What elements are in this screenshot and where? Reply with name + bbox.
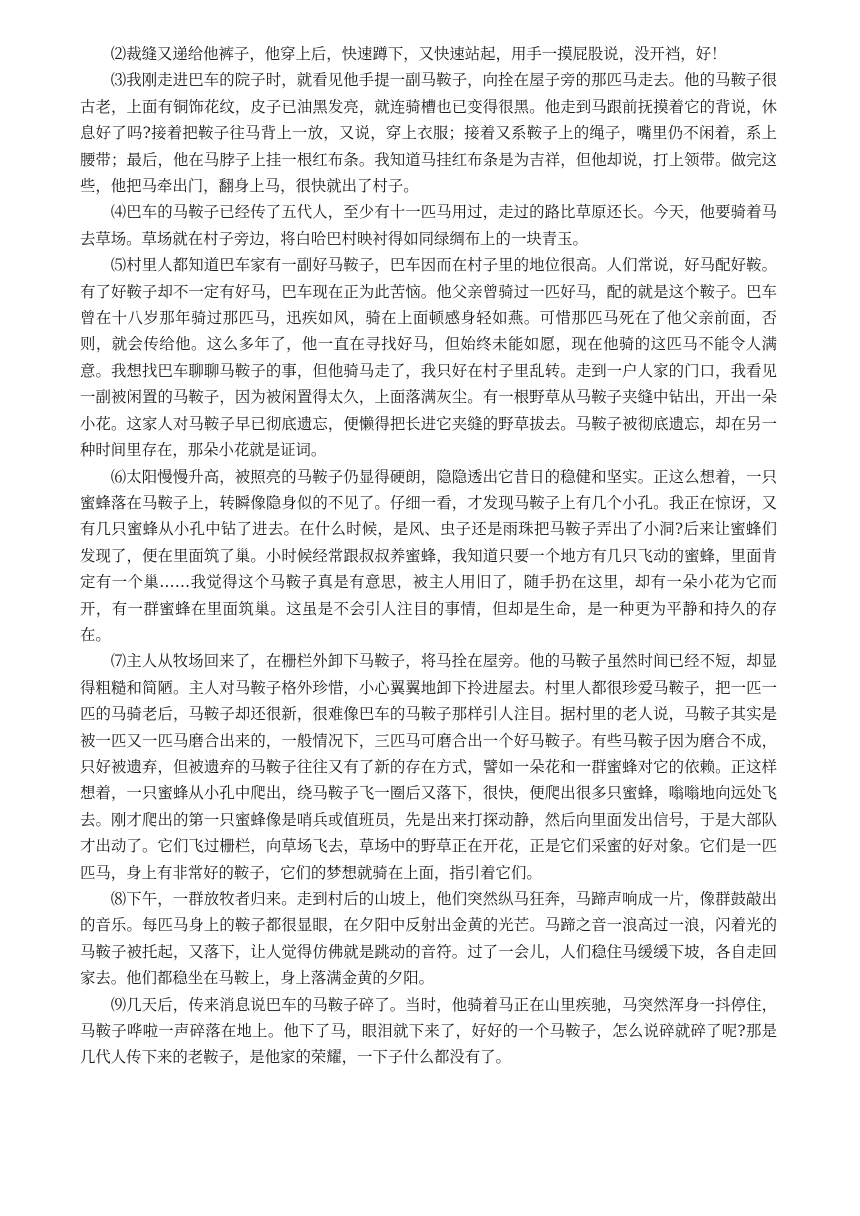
paragraph-6: ⑹太阳慢慢升高，被照亮的马鞍子仍显得硬朗，隐隐透出它昔日的稳健和坚实。正这么想着，一只蜜蜂落在马鞍子上，转瞬像隐身似的不见了。仔细一看，才发现马鞍子上有几个小孔。我正在惊讶，又有几只蜜蜂从小孔中钻了进去。在什么时候，是风、虫子还是雨珠把马鞍子弄出了小洞?后来让蜜蜂们发现了，便在里面筑了巢。小时候经常跟叔叔养蜜蜂，我知道只要一个地方有几只飞动的蜜蜂，里面肯定有一个巢……我觉得这个马鞍子真是有意思，被主人用旧了，随手扔在这里，却有一朵小花为它而开，有一群蜜蜂在里面筑巢。这虽是不会引人注目的事情，但却是生命，是一种更为平静和持久的存在。	[80, 467, 777, 644]
paragraph-4: ⑷巴车的马鞍子已经传了五代人，至少有十一匹马用过，走过的路比草原还长。今天，他要骑着马去草场。草场就在村子旁边，将白哈巴村映衬得如同绿绸布上的一块青玉。	[80, 203, 777, 248]
document-body	[80, 41, 777, 1071]
paragraph-2: ⑵裁缝又递给他裤子，他穿上后，快速蹲下，又快速站起，用手一摸屁股说，没开裆，好！	[110, 45, 727, 63]
paragraph-8: ⑻下午，一群放牧者归来。走到村后的山坡上，他们突然纵马狂奔，马蹄声响成一片，像群鼓敲出的音乐。每匹马身上的鞍子都很显眼，在夕阳中反射出金黄的光芒。马蹄之音一浪高过一浪，闪着光的马鞍子被托起，又落下，让人觉得仿佛就是跳动的音符。过了一会儿，人们稳住马缓缓下坡，各自走回家去。他们都稳坐在马鞍上，身上落满金黄的夕阳。	[80, 890, 777, 988]
paragraph-9: ⑼几天后，传来消息说巴车的马鞍子碎了。当时，他骑着马正在山里疾驰，马突然浑身一抖停住，马鞍子哗啦一声碎落在地上。他下了马，眼泪就下来了，好好的一个马鞍子，怎么说碎就碎了呢?那是几代人传下来的老鞍子，是他家的荣耀，一下子什么都没有了。	[80, 995, 777, 1067]
paragraph-3: ⑶我刚走进巴车的院子时，就看见他手提一副马鞍子，向拴在屋子旁的那匹马走去。他的马鞍子很古老，上面有铜饰花纹，皮子已油黑发亮，就连骑槽也已变得很黑。他走到马跟前抚摸着它的背说，休息好了吗?接着把鞍子往马背上一放，又说，穿上衣服；接着又系鞍子上的绳子，嘴里仍不闲着，系上腰带；最后，他在马脖子上挂一根红布条。我知道马挂红布条是为吉祥，但他却说，打上领带。做完这些，他把马牵出门，翻身上马，很快就出了村子。	[80, 71, 777, 196]
paragraph-5: ⑸村里人都知道巴车家有一副好马鞍子，巴车因而在村子里的地位很高。人们常说，好马配好鞍。有了好鞍子却不一定有好马，巴车现在正为此苦恼。他父亲曾骑过一匹好马，配的就是这个鞍子。巴车曾在十八岁那年骑过那匹马，迅疾如风，骑在上面顿感身轻如燕。可惜那匹马死在了他父亲前面，否则，就会传给他。这么多年了，他一直在寻找好马，但始终未能如愿，现在他骑的这匹马不能令人满意。我想找巴车聊聊马鞍子的事，但他骑马走了，我只好在村子里乱转。走到一户人家的门口，我看见一副被闲置的马鞍子，因为被闲置得太久，上面落满灰尘。有一根野草从马鞍子夹缝中钻出，开出一朵小花。这家人对马鞍子早已彻底遗忘，便懒得把长进它夹缝的野草拔去。马鞍子被彻底遗忘，却在另一种时间里存在，那朵小花就是证词。	[80, 256, 777, 460]
paragraph-7: ⑺主人从牧场回来了，在栅栏外卸下马鞍子，将马拴在屋旁。他的马鞍子虽然时间已经不短，却显得粗糙和简陋。主人对马鞍子格外珍惜，小心翼翼地卸下拎进屋去。村里人都很珍爱马鞍子，把一匹一匹的马骑老后，马鞍子却还很新，很难像巴车的马鞍子那样引人注目。据村里的老人说，马鞍子其实是被一匹又一匹马磨合出来的，一般情况下，三匹马可磨合出一个好马鞍子。有些马鞍子因为磨合不成，只好被遗弃，但被遗弃的马鞍子往往又有了新的存在方式，譬如一朵花和一群蜜蜂对它的依赖。正这样想着，一只蜜蜂从小孔中爬出，绕马鞍子飞一圈后又落下，很快，便爬出很多只蜜蜂，嗡嗡地向远处飞去。刚才爬出的第一只蜜蜂像是哨兵或值班员，先是出来打探动静，然后向里面发出信号，于是大部队才出动了。它们飞过栅栏，向草场飞去，草场中的野草正在开花，正是它们采蜜的好对象。它们是一匹匹马，身上有非常好的鞍子，它们的梦想就骑在上面，指引着它们。	[80, 652, 777, 882]
